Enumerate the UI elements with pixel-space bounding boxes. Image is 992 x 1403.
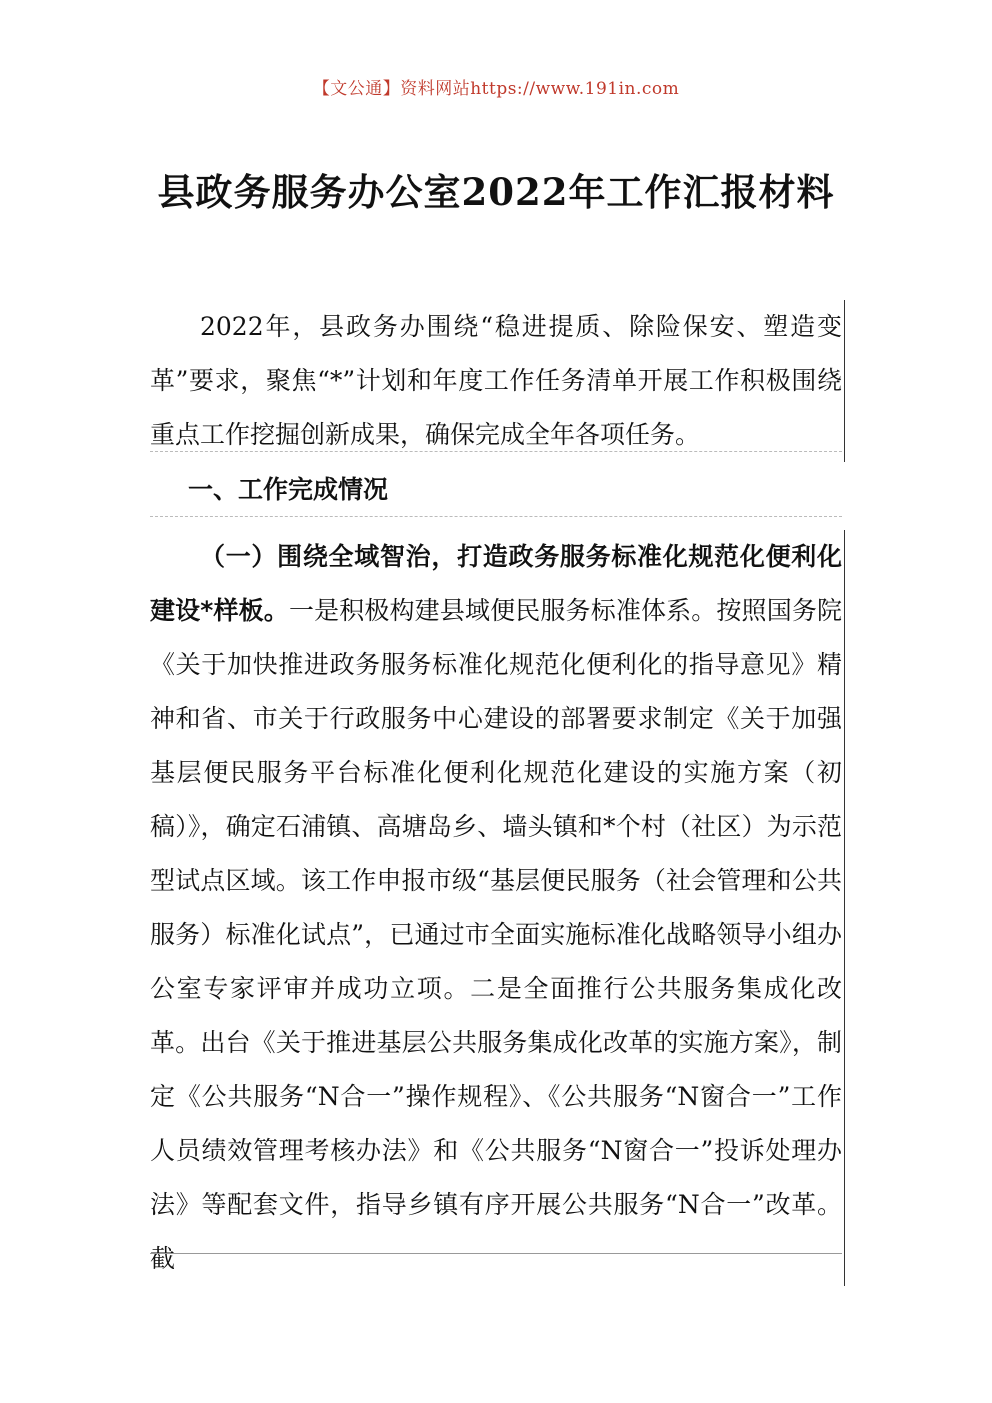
subsection-lead: （一）围绕全域智治，打造政务服务标准化规范化便利化建设*样板。 [150,542,842,625]
document-title: 县政务服务办公室2022年工作汇报材料 [157,170,835,214]
body-paragraph [150,530,845,1286]
divider [150,516,842,517]
intro-paragraph: 2022年，县政务办围绕“稳进提质、除险保安、塑造变革”要求，聚焦“*”计划和年度工作任务清单开展工作积极围绕重点工作挖掘创新成果，确保完成全年各项任务。 [150,300,845,462]
subsection-body: 一是积极构建县域便民服务标准体系。按照国务院《关于加快推进政务服务标准化规范化便利化的指导意见》精神和省、市关于行政服务中心建设的部署要求制定《关于加强基层便民服务平台标准化便利化规范化建设的实施方案（初稿）》，确定石浦镇、高塘岛乡、墙头镇和*个村（社区）为示范型试点区域。该工作申报市级“基层便民服务（社会管理和公共服务）标准化试点”，已通过市全面实施标准化战略领导小组办公室专家评审并成功立项。二是全面推行公共服务集成化改革。出台《关于推进基层公共服务集成化改革的实施方案》，制定《公共服务“N合一”操作规程》、《公共服务“N窗合一”工作人员绩效管理考核办法》和《公共服务“N窗合一”投诉处理办法》等配套文件，指导乡镇有序开展公共服务“N合一”改革。截 [150,596,842,1273]
divider [150,451,842,452]
site-watermark-header: 【文公通】资料网站https://www.191in.com [312,79,680,99]
section-heading: 一、工作完成情况 [188,475,389,504]
page-bottom-rule [150,1253,842,1254]
